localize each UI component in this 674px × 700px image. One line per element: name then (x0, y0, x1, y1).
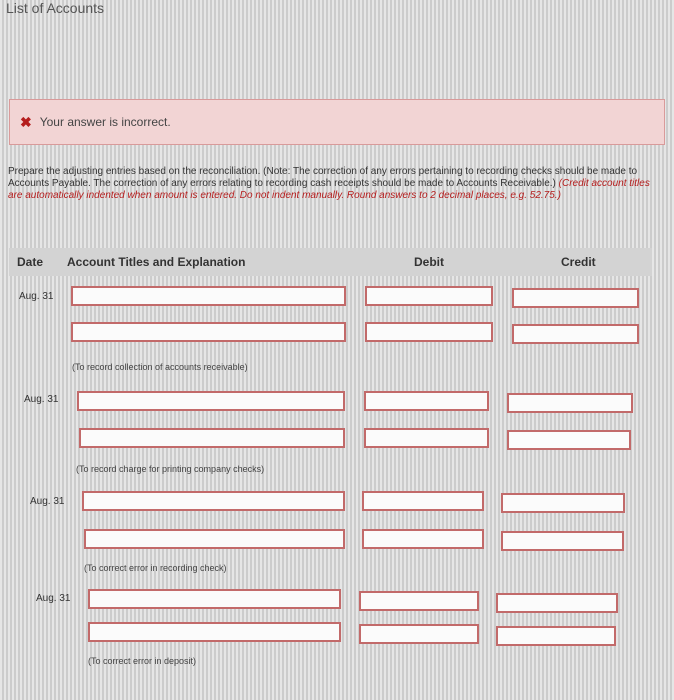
credit-input[interactable] (512, 324, 639, 344)
credit-input[interactable] (496, 593, 618, 613)
entry-note: (To correct error in recording check) (84, 563, 227, 573)
account-input[interactable] (84, 529, 345, 549)
credit-input[interactable] (507, 393, 633, 413)
error-banner (9, 99, 665, 145)
instructions (8, 166, 664, 202)
page-title: List of Accounts (6, 0, 105, 16)
close-icon: ✖ (20, 113, 32, 130)
credit-input[interactable] (501, 493, 625, 513)
entry-note: (To correct error in deposit) (88, 656, 197, 666)
entry-date: Aug. 31 (19, 291, 54, 302)
debit-input[interactable] (362, 491, 484, 511)
debit-input[interactable] (364, 391, 489, 411)
entry-note: (To record charge for printing company checks) (76, 464, 265, 474)
account-input[interactable] (71, 322, 346, 342)
account-input[interactable] (79, 428, 345, 448)
instructions-text: Prepare the adjusting entries based on the reconciliation. (Note: The correction of any errors pertaining to recording checks should be made to Accounts Payable. The correction of any errors relating to recording cash receipts should be made to Accounts Receivable.) (8, 166, 638, 189)
debit-input[interactable] (362, 529, 484, 549)
credit-input[interactable] (512, 288, 639, 308)
credit-input[interactable] (501, 531, 624, 551)
account-input[interactable] (71, 286, 346, 306)
account-input[interactable] (88, 622, 341, 642)
entry-date: Aug. 31 (30, 496, 65, 507)
header-date: Date (17, 255, 44, 269)
entry-date: Aug. 31 (24, 394, 59, 405)
entry-date: Aug. 31 (36, 593, 71, 604)
instructions-note: (Credit account titles are automatically indented when amount is entered. Do not indent manually. Round answers to 2 decimal places, e.g. 52.75.) (8, 178, 650, 201)
debit-input[interactable] (365, 322, 493, 342)
account-input[interactable] (77, 391, 345, 411)
debit-input[interactable] (364, 428, 489, 448)
entry-note: (To record collection of accounts receivable) (72, 362, 248, 372)
account-input[interactable] (82, 491, 345, 511)
credit-input[interactable] (496, 626, 616, 646)
debit-input[interactable] (359, 591, 479, 611)
header-credit: Credit (561, 255, 596, 269)
debit-input[interactable] (359, 624, 479, 644)
credit-input[interactable] (507, 430, 631, 450)
header-debit: Debit (414, 255, 444, 269)
debit-input[interactable] (365, 286, 493, 306)
account-input[interactable] (88, 589, 341, 609)
error-message: Your answer is incorrect. (39, 115, 171, 129)
table-header (9, 248, 652, 276)
header-account: Account Titles and Explanation (67, 255, 246, 269)
